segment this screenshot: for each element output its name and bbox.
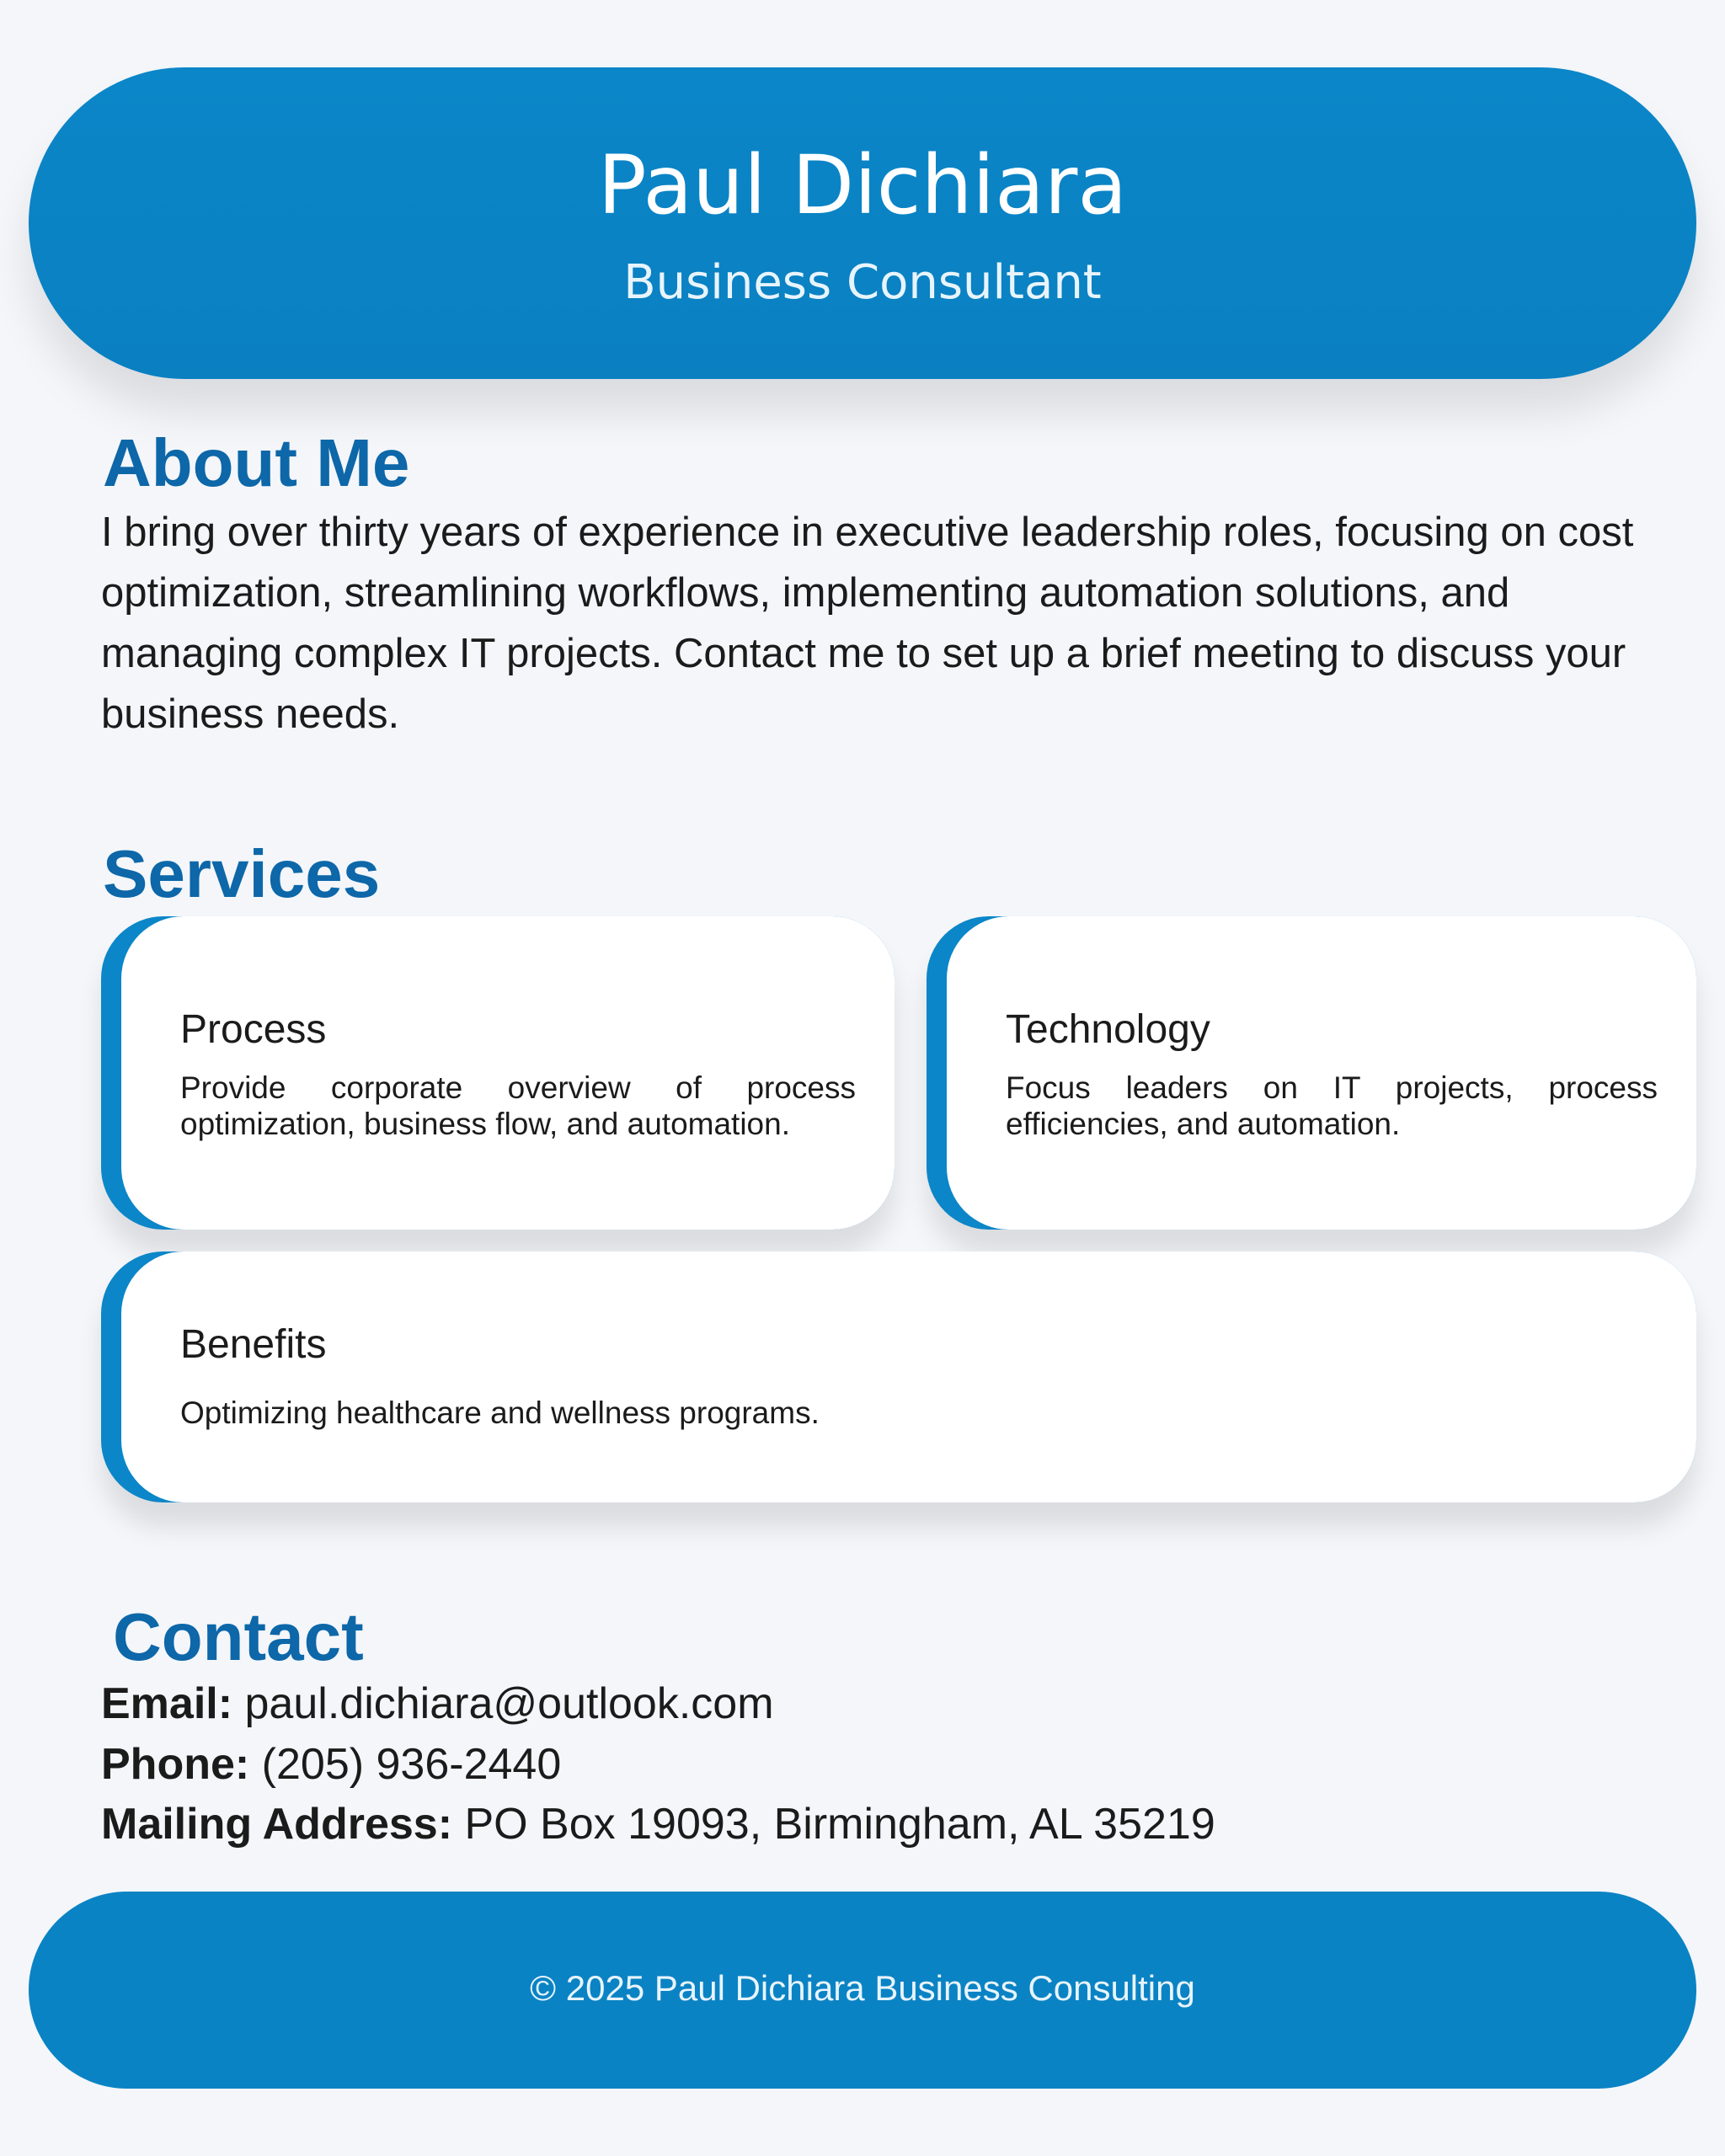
service-text: Provide corporate overview of process optimization, business flow, and automation. — [180, 1070, 856, 1141]
card-body — [947, 916, 1696, 1230]
contact-email — [101, 1678, 774, 1730]
email-link[interactable]: paul.dichiara@outlook.com — [244, 1679, 774, 1728]
service-card-process — [101, 916, 895, 1230]
contact-phone — [101, 1738, 561, 1790]
service-card-benefits — [101, 1251, 1696, 1502]
footer-copyright: © 2025 Paul Dichiara Business Consulting — [530, 1968, 1195, 2008]
service-text: Focus leaders on IT projects, process efficiencies, and automation. — [1006, 1070, 1658, 1141]
person-name: Paul Dichiara — [597, 138, 1128, 232]
address-label: Mailing Address: — [101, 1800, 453, 1849]
about-text: I bring over thirty years of experience in executive leadership roles, focusing on cost optimization, streamlining workflows, implementing automation solutions, and managing complex IT projects. Contact me to set up a brief meeting to discuss your business needs. — [101, 510, 1634, 737]
header-banner — [29, 67, 1696, 379]
contact-heading: Contact — [113, 1599, 364, 1674]
service-card-technology — [927, 916, 1696, 1230]
person-title: Business Consultant — [623, 255, 1102, 310]
address-value: PO Box 19093, Birmingham, AL 35219 — [464, 1800, 1215, 1849]
email-label: Email: — [101, 1679, 233, 1728]
phone-link[interactable]: (205) 936-2440 — [261, 1740, 562, 1789]
service-text: Optimizing healthcare and wellness programs. — [180, 1396, 820, 1430]
card-body — [121, 1251, 1696, 1502]
card-body — [121, 916, 895, 1230]
service-title: Process — [180, 1007, 327, 1052]
footer-banner — [29, 1892, 1696, 2089]
about-heading: About Me — [103, 425, 410, 500]
service-title: Benefits — [180, 1322, 327, 1367]
services-heading: Services — [103, 836, 381, 911]
contact-address — [101, 1798, 1215, 1850]
phone-label: Phone: — [101, 1740, 250, 1789]
service-title: Technology — [1006, 1007, 1210, 1052]
